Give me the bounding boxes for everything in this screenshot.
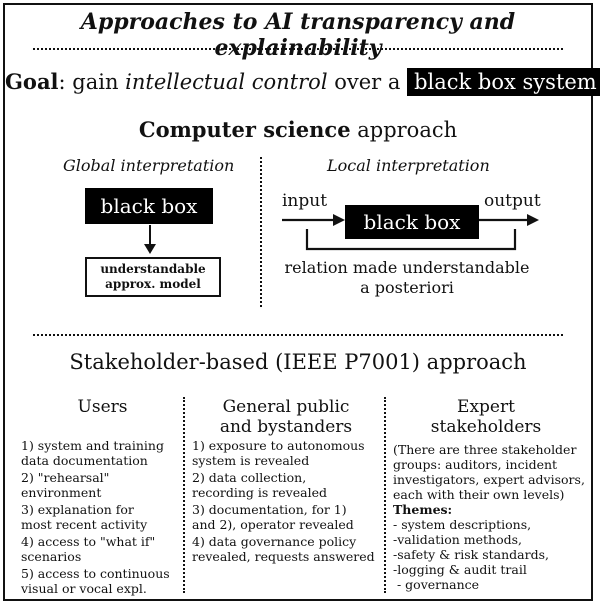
cs-title-rest: approach: [350, 118, 458, 142]
users-item-line: most recent activity: [21, 517, 148, 532]
users-heading: [25, 397, 180, 417]
public-item-line: recording is revealed: [192, 485, 327, 500]
divider-col-1: [183, 397, 185, 593]
public-heading: [191, 397, 381, 437]
expert-intro-line: (There are three stakeholder: [393, 442, 577, 457]
stakeholder-section-title: Stakeholder-based (IEEE P7001) approach: [69, 350, 527, 374]
goal-label: Goal: [5, 69, 59, 94]
users-item-line: 5) access to continuous: [21, 566, 170, 581]
users-item: [21, 566, 191, 596]
users-item-line: visual or vocal expl.: [21, 581, 147, 596]
theme-item: - system descriptions,: [393, 517, 532, 532]
approx-model-box: [85, 257, 221, 297]
themes-label: Themes:: [393, 502, 453, 517]
cs-section-title: [5, 117, 591, 142]
expert-intro: [393, 442, 591, 502]
local-black-box: black box: [345, 205, 479, 239]
theme-item: -safety & risk standards,: [393, 547, 549, 562]
divider-top: [33, 48, 563, 50]
goal-text-before: : gain: [58, 70, 126, 94]
themes-list: [393, 517, 591, 592]
public-item-line: system is revealed: [192, 453, 310, 468]
users-item-line: 3) explanation for: [21, 502, 134, 517]
users-item-line: 2) "rehearsal": [21, 470, 110, 485]
public-item-line: 4) data governance policy: [192, 534, 357, 549]
public-item-line: revealed, requests answered: [192, 549, 375, 564]
users-item: [21, 438, 191, 468]
goal-text-after: over a: [327, 70, 408, 94]
cs-title-bold: Computer science: [138, 117, 351, 142]
public-heading-line: General public: [222, 397, 350, 417]
public-item: [192, 534, 384, 564]
goal-emphasis: intellectual control: [125, 70, 328, 94]
theme-item: -logging & audit trail: [393, 562, 527, 577]
expert-heading: [391, 397, 581, 437]
global-down-arrow: [142, 225, 158, 255]
expert-intro-line: each with their own levels): [393, 487, 565, 502]
public-item-line: 1) exposure to autonomous: [192, 438, 365, 453]
users-heading-line: Users: [77, 397, 128, 417]
relation-caption: [267, 258, 547, 298]
public-item-line: and 2), operator revealed: [192, 517, 354, 532]
public-item: [192, 470, 384, 500]
public-items: [192, 438, 384, 564]
public-heading-line: and bystanders: [219, 417, 353, 437]
diagram-title: Approaches to AI transparency and explainability: [80, 9, 516, 61]
goal-statement: [5, 69, 597, 94]
users-item: [21, 502, 191, 532]
users-item-line: data documentation: [21, 453, 148, 468]
expert-intro-line: investigators, expert advisors,: [393, 472, 585, 487]
theme-item: -validation methods,: [393, 532, 522, 547]
users-item-line: scenarios: [21, 549, 82, 564]
users-item-line: 4) access to "what if": [21, 534, 156, 549]
divider-cs-vertical: [260, 157, 262, 307]
users-items: [21, 438, 191, 596]
users-item: [21, 470, 191, 500]
divider-col-2: [384, 397, 386, 593]
global-interpretation-label: Global interpretation: [63, 156, 235, 175]
public-item-line: 3) documentation, for 1): [192, 502, 347, 517]
expert-items: [393, 442, 591, 592]
expert-heading-line: Expert: [457, 397, 515, 417]
expert-heading-line: stakeholders: [430, 417, 542, 437]
relation-line2: a posteriori: [360, 278, 454, 297]
approx-model-line1: understandable: [100, 262, 206, 276]
theme-item: - governance: [393, 577, 480, 592]
public-item: [192, 502, 384, 532]
public-item: [192, 438, 384, 468]
output-label: output: [484, 191, 541, 211]
users-item-line: environment: [21, 485, 102, 500]
users-item-line: 1) system and training: [21, 438, 164, 453]
relation-line1: relation made understandable: [284, 258, 530, 277]
local-interpretation-label: Local interpretation: [327, 156, 490, 175]
goal-highlight: black box system: [407, 68, 600, 96]
public-item-line: 2) data collection,: [192, 470, 307, 485]
expert-intro-line: groups: auditors, incident: [393, 457, 558, 472]
global-black-box: black box: [85, 188, 213, 224]
users-item: [21, 534, 191, 564]
approx-model-line2: approx. model: [105, 277, 201, 291]
diagram-frame: [3, 3, 597, 601]
divider-middle: [33, 334, 563, 336]
input-label: input: [282, 191, 328, 211]
